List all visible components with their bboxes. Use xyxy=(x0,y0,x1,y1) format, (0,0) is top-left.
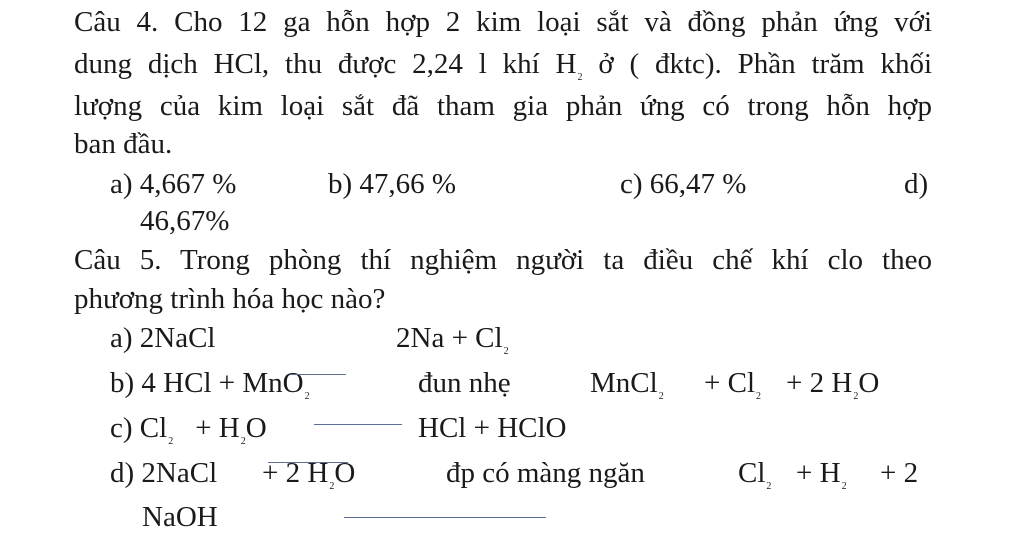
q5-option-c-left-text-c: O xyxy=(245,412,267,444)
q5-option-d-condition: đp có màng ngăn xyxy=(446,457,645,489)
q5-option-c-left-subscript-2: 2 xyxy=(240,436,246,447)
q4-line-2-text-a: dung dịch HCl, thu được 2,24 l khí H xyxy=(74,48,577,80)
q5-option-d-product-2-text: + H xyxy=(796,457,841,489)
q5-option-b-left-subscript: 2 xyxy=(304,391,310,402)
q5-option-d-underline xyxy=(344,517,546,518)
q5-option-b-product-2-subscript: 2 xyxy=(756,391,762,402)
q5-option-b-left-text: b) 4 HCl + MnO xyxy=(110,367,304,399)
q5-line-2: phương trình hóa học nào? xyxy=(74,283,386,315)
q5-option-a-subscript: 2 xyxy=(503,346,509,357)
q5-option-b-product-3 xyxy=(786,365,879,415)
q5-option-b-arrow-line xyxy=(290,374,346,375)
q4-option-d-value: 46,67% xyxy=(140,205,230,237)
q4-option-b: b) 47,66 % xyxy=(328,168,457,200)
q5-option-d-product-3: + 2 xyxy=(880,457,919,489)
q5-option-c-left xyxy=(110,410,267,460)
q5-option-d-product-1-text: Cl xyxy=(738,457,766,489)
q4-option-d-label: d) xyxy=(904,168,929,200)
q4-option-a: a) 4,667 % xyxy=(110,168,237,200)
q5-option-b-product-1-subscript: 2 xyxy=(658,391,664,402)
q5-option-d-product-1 xyxy=(738,455,771,505)
q4-line-2-text-b: ở ( đktc). Phần trăm khối xyxy=(582,48,933,80)
q5-option-c-right: HCl + HClO xyxy=(418,412,567,444)
q5-option-a-right xyxy=(396,320,509,370)
q5-option-b-product-1-text: MnCl xyxy=(590,367,658,399)
q5-option-d-arrow-line xyxy=(268,462,348,463)
q5-option-b-product-3-tail: O xyxy=(858,367,880,399)
q5-option-c-left-text-a: c) Cl xyxy=(110,412,168,444)
q5-option-c-arrow-line xyxy=(314,424,402,425)
q5-option-a-right-text: 2Na + Cl xyxy=(396,322,503,354)
q5-option-d-left: d) 2NaCl xyxy=(110,457,218,489)
q5-option-d-product-1-subscript: 2 xyxy=(766,481,772,492)
q5-option-b-product-2-text: + Cl xyxy=(704,367,756,399)
q4-line-1: Câu 4. Cho 12 ga hỗn hợp 2 kim loại sắt và đồng phản ứng với xyxy=(74,6,932,38)
q5-option-c-left-subscript-1: 2 xyxy=(168,436,174,447)
q5-option-c-left-text-b: + H xyxy=(195,412,240,444)
q4-h2-subscript: 2 xyxy=(577,72,583,83)
q5-option-a-left: a) 2NaCl xyxy=(110,322,216,354)
q5-option-b-condition: đun nhẹ xyxy=(418,367,511,399)
q4-line-4: ban đầu. xyxy=(74,128,173,160)
q5-option-b-product-2 xyxy=(704,365,761,415)
q5-option-d-mid-subscript: 2 xyxy=(329,481,335,492)
q5-option-d-mid-text-b: O xyxy=(334,457,356,489)
q5-option-d-product-2-subscript: 2 xyxy=(841,481,847,492)
q5-option-b-product-3-text: + 2 H xyxy=(786,367,853,399)
q4-option-c: c) 66,47 % xyxy=(620,168,747,200)
q5-option-b-product-3-subscript: 2 xyxy=(853,391,859,402)
q5-line-1: Câu 5. Trong phòng thí nghiệm người ta điều chế khí clo theo xyxy=(74,244,932,276)
q5-option-d-tail: NaOH xyxy=(142,501,218,533)
q4-line-3: lượng của kim loại sắt đã tham gia phản ứng có trong hỗn hợp xyxy=(74,90,932,122)
q5-option-d-product-2 xyxy=(796,455,847,505)
q5-option-b-product-1 xyxy=(590,365,664,415)
q5-option-d-mid-text-a: + 2 H xyxy=(262,457,329,489)
q5-option-b-left xyxy=(110,365,310,415)
